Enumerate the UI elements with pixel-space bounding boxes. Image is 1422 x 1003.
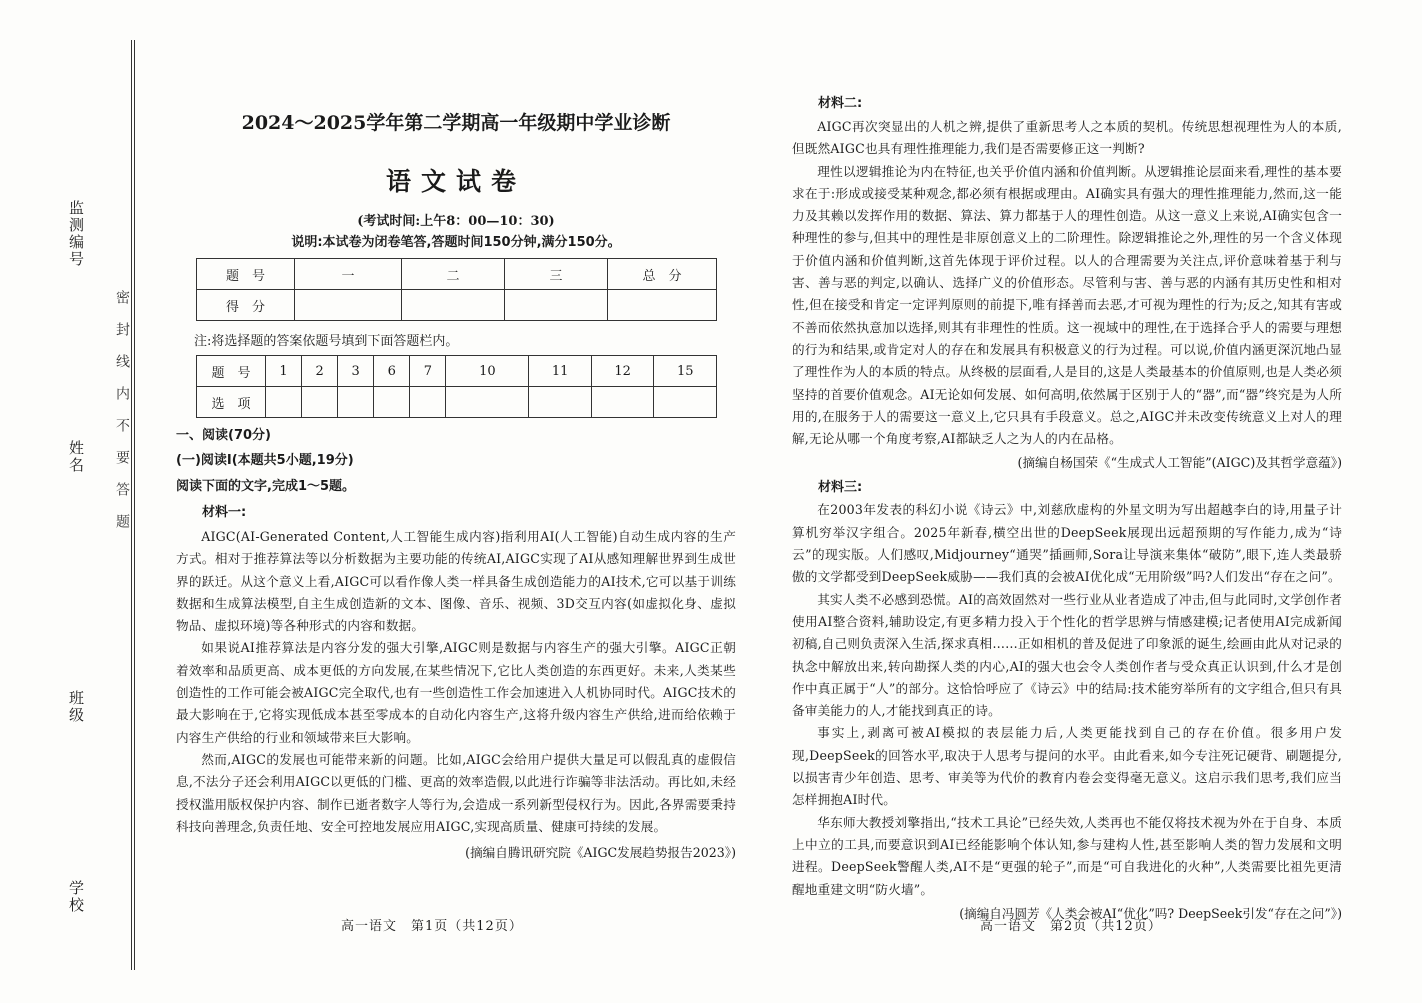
question-number: 3 — [338, 356, 374, 387]
answer-cell[interactable] — [591, 387, 654, 418]
question-number: 15 — [654, 356, 717, 387]
exam-note: 说明:本试卷为闭卷笔答,答题时间150分钟,满分150分。 — [291, 235, 621, 250]
answer-cell[interactable] — [266, 387, 302, 418]
name-label: 姓名 — [67, 440, 85, 474]
material-2-source: (摘编自杨国荣《“生成式人工智能”(AIGC)及其哲学意蕴》) — [1017, 455, 1342, 471]
score-cell[interactable] — [608, 290, 717, 321]
score-table-label: 得 分 — [197, 290, 295, 321]
score-table-label: 题 号 — [197, 259, 295, 290]
class-label: 班级 — [67, 690, 85, 724]
seal-line-notice: 密封线内不要答题 — [114, 290, 130, 546]
question-number: 2 — [302, 356, 338, 387]
material-3-source: (摘编自冯圆芳《人类会被AI“优化”吗? DeepSeek引发“存在之问”》) — [959, 905, 1342, 921]
answer-table-label: 题 号 — [197, 356, 266, 387]
question-number: 6 — [374, 356, 410, 387]
material-3-paragraph: 事实上,剥离可被AI模拟的表层能力后,人类更能找到自己的存在价值。很多用户发现,DeepSeek的回答水平,取决于人思考与提问的水平。由此看来,如今专注死记硬背、刷题提分,以损害青少年创造、思考、审美等为代价的教育内卷会变得毫无意义。这启示我们思考,我们应当怎样拥抱AI时代。 — [792, 725, 1342, 808]
page-1-footer: 高一语文 第1页（共12页） — [341, 919, 523, 934]
score-col-header: 总 分 — [608, 259, 717, 290]
exam-time: (考试时间:上午8：00—10：30) — [357, 214, 555, 229]
answer-cell[interactable] — [410, 387, 446, 418]
question-number: 7 — [410, 356, 446, 387]
answer-table-label: 选 项 — [197, 387, 266, 418]
question-number: 10 — [446, 356, 529, 387]
material-3-paragraph: 华东师大教授刘擎指出,“技术工具论”已经失效,人类再也不能仅将技术视为外在于自身、本质上中立的工具,而要意识到AI已经能影响个体认知,参与建构人性,甚至影响人类的智力发展和文明进程。DeepSeek警醒人类,AI不是“更强的轮子”,而是“可自我进化的火种”,人类需要比祖先更清醒地重建文明“防火墙”。 — [792, 814, 1342, 897]
question-number: 1 — [266, 356, 302, 387]
score-col-header: 二 — [402, 259, 505, 290]
material-3-paragraph: 其实人类不必感到恐慌。AI的高效固然对一些行业从业者造成了冲击,但与此同时,文学创作者使用AI整合资料,辅助设定,有更多精力投入于个性化的哲学思辨与情感建模;记者使用AI完成新闻初稿,自己则负责深入生活,探求真相……正如相机的普及促进了印象派的诞生,绘画由此从对记录的执念中解放出来,转向勘探人类的内心,AI的强大也会令人类创作者与受众真正认识到,什么才是创作中真正属于“人”的部分。这恰恰呼应了《诗云》中的结局:技术能穷举所有的文字组合,但只有具备审美能力的人,才能找到真正的诗。 — [792, 591, 1342, 719]
subsection-heading: (一)阅读Ⅰ(本题共5小题,19分) — [176, 453, 354, 468]
page-2 — [792, 92, 1342, 928]
answer-table — [196, 355, 717, 418]
score-table — [196, 258, 717, 321]
material-1-source: (摘编自腾讯研究院《AIGC发展趋势报告2023》) — [465, 845, 736, 861]
score-col-header: 三 — [505, 259, 608, 290]
section-heading: 一、阅读(70分) — [176, 428, 271, 443]
material-2-paragraph: 理性以逻辑推论为内在特征,也关乎价值内涵和价值判断。从逻辑推论层面来看,理性的基本要求在于:形成或接受某种观念,都必须有根据或理由。AI确实具有强大的理性推理能力,然而,这一能力及其赖以发挥作用的数据、算法、算力都基于人的理性创造。从这一意义上来说,AI确实包含一种理性的参与,但其中的理性是非原创意义上的二阶理性。除逻辑推论之外,理性的另一个含义体现于价值内涵和价值判断,这首先体现于评价过程。以人的合理需要为关注点,评价意味着基于利与害、善与恶的判定,以确认、选择广义的价值形态。尽管利与害、善与恶的内涵有其历史性和相对性,但在接受和肯定一定评判原则的前提下,唯有择善而去恶,才可视为理性的行为;反之,知其有害或不善而依然执意加以选择,则其有非理性的性质。这一视域中的理性,在于选择合乎人的需要与理想的行为和结果,或肯定对人的存在和发展具有积极意义的行为过程。可以说,价值内涵更深沉地凸显了理性作为人的本质的特点。从终极的层面看,人是目的,这是人类最基本的价值原则,也是人类必须坚持的首要价值观念。AI无论如何发展、如何高明,依然属于区别于人的“器”,而“器”终究是为人所用的,在服务于人的需要这一意义上,它只具有手段意义。总之,AIGC并未改变传统意义上对人的理解,无论从哪一个角度考察,AI都缺乏人之为人的内在品格。 — [792, 163, 1342, 447]
subject-title: 语文试卷 — [385, 167, 526, 196]
score-col-header: 一 — [295, 259, 402, 290]
reading-instruction: 阅读下面的文字,完成1～5题。 — [176, 479, 356, 494]
material-3-label: 材料三: — [818, 480, 863, 496]
binding-margin — [0, 0, 133, 1003]
material-1-paragraph: 然而,AIGC的发展也可能带来新的问题。比如,AIGC会给用户提供大量足可以假乱真的虚假信息,不法分子还会利用AIGC以更低的门槛、更高的效率造假,以此进行诈骗等非法活动。再比如,未经授权滥用版权保护内容、制作已逝者数字人等行为,会造成一系列新型侵权行为。因此,各界需要秉持科技向善理念,负责任地、安全可控地发展应用AIGC,实现高质量、健康可持续的发展。 — [176, 751, 736, 834]
score-cell[interactable] — [505, 290, 608, 321]
school-label: 学校 — [67, 880, 85, 914]
material-1-paragraph: 如果说AI推荐算法是内容分发的强大引擎,AIGC则是数据与内容生产的强大引擎。AIGC正朝着效率和品质更高、成本更低的方向发展,在某些情况下,它比人类创造的东西更好。未来,人类某些创造性的工作可能会被AIGC完全取代,也有一些创造性工作会加速进入人机协同时代。AIGC技术的最大影响在于,它将实现低成本甚至零成本的自动化内容生产,这将升级内容生产供给,进而给依赖于内容生产供给的行业和领域带来巨大影响。 — [176, 640, 736, 745]
page-2-footer: 高一语文 第2页（共12页） — [980, 919, 1162, 934]
reading-section — [176, 424, 736, 867]
answer-cell[interactable] — [374, 387, 410, 418]
monitor-number-label: 监测编号 — [67, 200, 85, 268]
material-1-label: 材料一: — [202, 505, 247, 520]
answer-cell[interactable] — [338, 387, 374, 418]
answer-cell[interactable] — [529, 387, 592, 418]
margin-rule — [134, 40, 135, 970]
answer-cell[interactable] — [302, 387, 338, 418]
question-number: 12 — [591, 356, 654, 387]
answer-cell[interactable] — [446, 387, 529, 418]
score-cell[interactable] — [295, 290, 402, 321]
material-3-paragraph: 在2003年发表的科幻小说《诗云》中,刘慈欣虚构的外星文明为写出超越李白的诗,用量子计算机穷举汉字组合。2025年新春,横空出世的DeepSeek展现出远超预期的写作能力,成为“诗云”的现实版。人们感叹,Midjourney“通哭”插画师,Sora让导演来集体“破防”,眼下,连人类最骄傲的文学都受到DeepSeek威胁——我们真的会被AI优化成“无用阶级”吗?人们发出“存在之问”。 — [792, 502, 1342, 585]
exam-title: 2024～2025学年第二学期高一年级期中学业诊断 — [241, 112, 671, 134]
answer-cell[interactable] — [654, 387, 717, 418]
answer-note: 注:将选择题的答案依题号填到下面答题栏内。 — [194, 334, 459, 349]
material-2-paragraph: AIGC再次突显出的人机之辨,提供了重新思考人之本质的契机。传统思想视理性为人的本质,但既然AIGC也具有理性推理能力,我们是否需要修正这一判断? — [792, 119, 1342, 157]
question-number: 11 — [529, 356, 592, 387]
score-cell[interactable] — [402, 290, 505, 321]
material-1-paragraph: AIGC(AI-Generated Content,人工智能生成内容)指利用AI(人工智能)自动生成内容的生产方式。相对于推荐算法等以分析数据为主要功能的传统AI,AIGC实现了AI从感知理解世界到生成世界的跃迁。从这个意义上看,AIGC可以看作像人类一样具备生成创造能力的AI技术,它可以基于训练数据和生成算法模型,自主生成创造新的文本、图像、音乐、视频、3D交互内容(如虚拟化身、虚拟物品、虚拟环境)等各种形式的内容和数据。 — [176, 529, 736, 634]
material-2-label: 材料二: — [818, 96, 863, 111]
